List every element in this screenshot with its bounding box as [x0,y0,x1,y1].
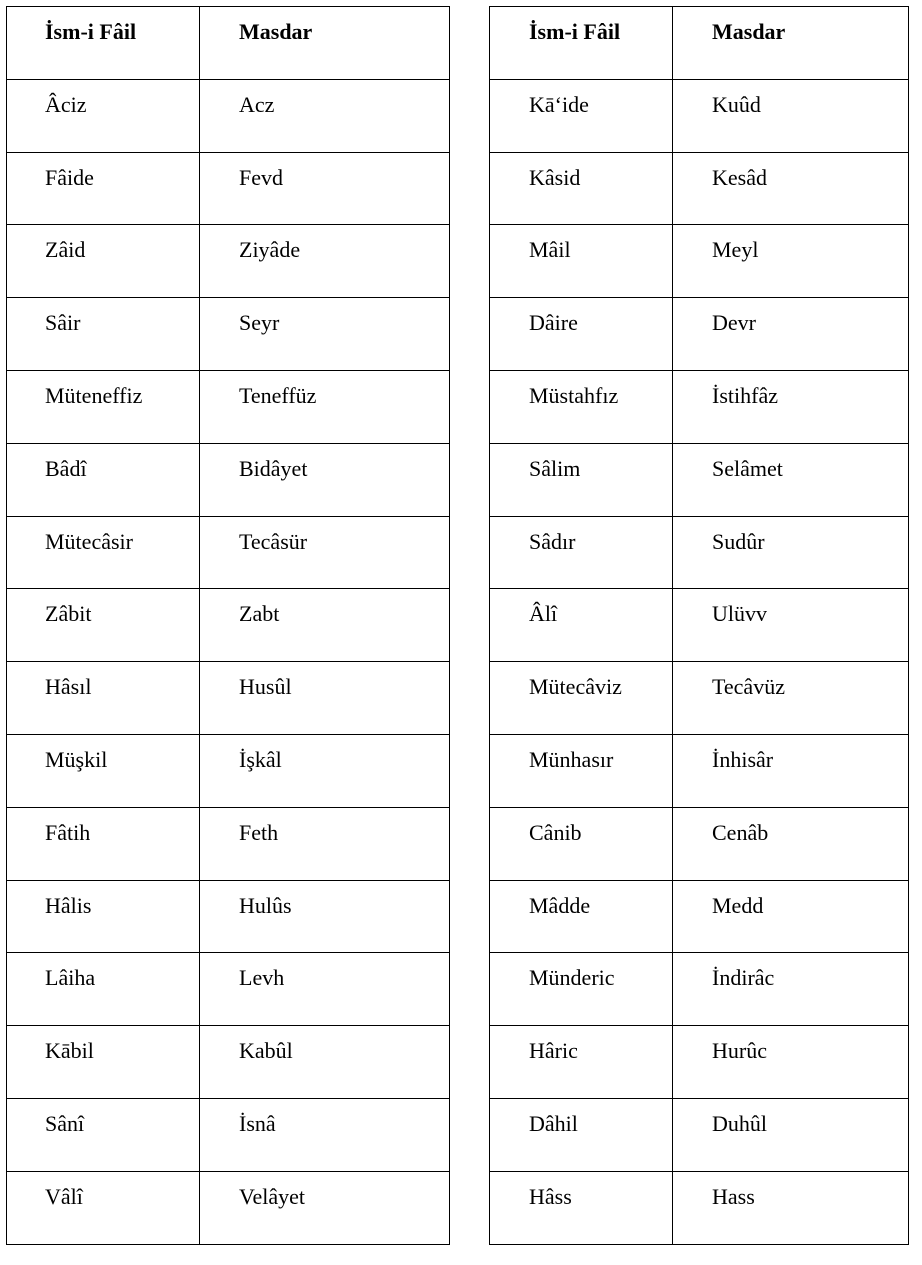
masdar-cell [200,953,450,1026]
header-masdar-text: Masdar [239,19,313,44]
ism-i-fail-text: Dâhil [529,1110,578,1136]
ism-i-fail-cell [7,298,200,371]
ism-i-fail-cell [7,225,200,298]
masdar-cell [673,734,909,807]
masdar-cell [200,880,450,953]
ism-i-fail-cell [490,589,673,662]
masdar-cell [673,298,909,371]
masdar-cell [673,589,909,662]
masdar-cell [200,516,450,589]
ism-i-fail-cell [490,1026,673,1099]
ism-i-fail-text: Mütecâviz [529,674,622,700]
table-row [7,370,450,443]
table-row [7,516,450,589]
table-row [7,662,450,735]
masdar-text: İstihfâz [712,382,778,408]
ism-i-fail-cell [490,1098,673,1171]
masdar-text: Medd [712,892,764,918]
masdar-cell [673,1171,909,1244]
right-word-table [489,6,909,1245]
masdar-text: Cenâb [712,819,769,845]
masdar-cell [200,1026,450,1099]
ism-i-fail-cell [7,1171,200,1244]
ism-i-fail-cell [7,662,200,735]
ism-i-fail-text: Zâid [45,237,86,263]
table-row [7,880,450,953]
table-header-row [490,7,909,80]
ism-i-fail-cell [7,589,200,662]
masdar-text: Kabûl [239,1038,293,1064]
ism-i-fail-text: Müteneffiz [45,382,143,408]
masdar-text: Acz [239,91,275,117]
masdar-text: Hurûc [712,1038,767,1064]
masdar-cell [200,1098,450,1171]
ism-i-fail-text: Lâiha [45,965,96,991]
masdar-text: Velâyet [239,1183,305,1209]
ism-i-fail-text: Münderic [529,965,615,991]
ism-i-fail-cell [490,370,673,443]
header-masdar-text: Masdar [712,19,786,44]
table-row [7,1171,450,1244]
ism-i-fail-cell [490,298,673,371]
table-row [490,443,909,516]
masdar-text: Teneffüz [239,382,317,408]
table-row [490,589,909,662]
table-row [490,225,909,298]
masdar-text: Bidâyet [239,455,308,481]
ism-i-fail-text: Hâsıl [45,674,92,700]
ism-i-fail-text: Mâil [529,237,571,263]
ism-i-fail-cell [490,516,673,589]
masdar-cell [673,662,909,735]
left-word-table [6,6,450,1245]
ism-i-fail-text: Cânib [529,819,582,845]
ism-i-fail-text: Sânî [45,1110,85,1136]
table-row [490,1026,909,1099]
table-row [7,1026,450,1099]
table-row [490,807,909,880]
ism-i-fail-cell [7,953,200,1026]
masdar-text: Zabt [239,601,280,627]
ism-i-fail-cell [7,79,200,152]
header-ism-i-fail [490,7,673,80]
ism-i-fail-text: Sâdır [529,528,576,554]
masdar-cell [200,79,450,152]
masdar-text: Kesâd [712,164,767,190]
ism-i-fail-cell [490,880,673,953]
ism-i-fail-text: Müstahfız [529,382,619,408]
masdar-cell [200,298,450,371]
table-row [7,734,450,807]
ism-i-fail-text: Mâdde [529,892,591,918]
masdar-cell [673,1098,909,1171]
masdar-text: Ulüvv [712,601,767,627]
ism-i-fail-cell [7,370,200,443]
header-ism-i-fail-text: İsm-i Fâil [529,19,621,44]
ism-i-fail-cell [490,152,673,225]
ism-i-fail-text: Müşkil [45,746,108,772]
masdar-text: Tecâvüz [712,674,785,700]
table-row [490,79,909,152]
masdar-cell [673,225,909,298]
ism-i-fail-cell [7,807,200,880]
masdar-cell [200,443,450,516]
table-row [490,370,909,443]
masdar-cell [673,443,909,516]
masdar-text: Feth [239,819,279,845]
table-row [490,1171,909,1244]
ism-i-fail-cell [490,734,673,807]
table-row [490,880,909,953]
masdar-text: Hass [712,1183,755,1209]
masdar-cell [200,734,450,807]
table-row [7,589,450,662]
ism-i-fail-text: Âciz [45,91,87,117]
masdar-cell [200,370,450,443]
table-row [7,953,450,1026]
ism-i-fail-cell [7,443,200,516]
masdar-text: İsnâ [239,1110,276,1136]
masdar-text: Duhûl [712,1110,767,1136]
masdar-cell [673,807,909,880]
ism-i-fail-cell [490,443,673,516]
masdar-cell [673,370,909,443]
table-row [7,152,450,225]
table-header-row [7,7,450,80]
ism-i-fail-text: Hâlis [45,892,92,918]
masdar-cell [200,225,450,298]
masdar-cell [673,79,909,152]
table-row [490,734,909,807]
masdar-cell [200,1171,450,1244]
masdar-text: Tecâsür [239,528,308,554]
masdar-cell [200,662,450,735]
ism-i-fail-cell [7,1098,200,1171]
header-masdar [200,7,450,80]
masdar-cell [673,516,909,589]
masdar-cell [200,152,450,225]
ism-i-fail-text: Âlî [529,601,558,627]
masdar-cell [673,152,909,225]
masdar-text: Hulûs [239,892,292,918]
ism-i-fail-text: Zâbit [45,601,92,627]
masdar-text: Husûl [239,674,292,700]
table-row [7,443,450,516]
table-row [7,807,450,880]
masdar-text: İndirâc [712,965,775,991]
ism-i-fail-text: Münhasır [529,746,614,772]
ism-i-fail-text: Kâsid [529,164,581,190]
ism-i-fail-text: Kābil [45,1038,94,1064]
masdar-text: Devr [712,310,756,336]
ism-i-fail-text: Dâire [529,310,578,336]
masdar-text: Kuûd [712,91,761,117]
ism-i-fail-cell [7,880,200,953]
ism-i-fail-cell [7,1026,200,1099]
table-row [490,953,909,1026]
masdar-cell [673,880,909,953]
masdar-text: İnhisâr [712,746,774,772]
ism-i-fail-text: Mütecâsir [45,528,133,554]
ism-i-fail-cell [490,662,673,735]
table-row [490,1098,909,1171]
masdar-text: Seyr [239,310,280,336]
header-ism-i-fail [7,7,200,80]
masdar-cell [673,953,909,1026]
ism-i-fail-cell [490,1171,673,1244]
header-masdar [673,7,909,80]
ism-i-fail-cell [490,807,673,880]
masdar-text: Selâmet [712,455,783,481]
ism-i-fail-text: Sâlim [529,455,581,481]
ism-i-fail-text: Fâide [45,164,94,190]
ism-i-fail-cell [490,953,673,1026]
ism-i-fail-text: Hâss [529,1183,572,1209]
masdar-text: Levh [239,965,285,991]
ism-i-fail-text: Fâtih [45,819,91,845]
ism-i-fail-text: Hâric [529,1038,578,1064]
header-ism-i-fail-text: İsm-i Fâil [45,19,137,44]
table-row [490,298,909,371]
table-row [490,662,909,735]
table-row [490,516,909,589]
masdar-text: Sudûr [712,528,765,554]
ism-i-fail-text: Bâdî [45,455,87,481]
table-row [7,225,450,298]
masdar-text: Fevd [239,164,283,190]
ism-i-fail-text: Sâir [45,310,81,336]
masdar-cell [200,589,450,662]
table-row [7,298,450,371]
ism-i-fail-cell [7,152,200,225]
ism-i-fail-cell [490,79,673,152]
ism-i-fail-cell [490,225,673,298]
table-row [7,1098,450,1171]
masdar-cell [673,1026,909,1099]
ism-i-fail-cell [7,734,200,807]
ism-i-fail-text: Vâlî [45,1183,83,1209]
masdar-text: Meyl [712,237,759,263]
masdar-text: Ziyâde [239,237,301,263]
table-row [7,79,450,152]
masdar-cell [200,807,450,880]
masdar-text: İşkâl [239,746,282,772]
ism-i-fail-cell [7,516,200,589]
ism-i-fail-text: Kā‘ide [529,91,589,117]
table-row [490,152,909,225]
